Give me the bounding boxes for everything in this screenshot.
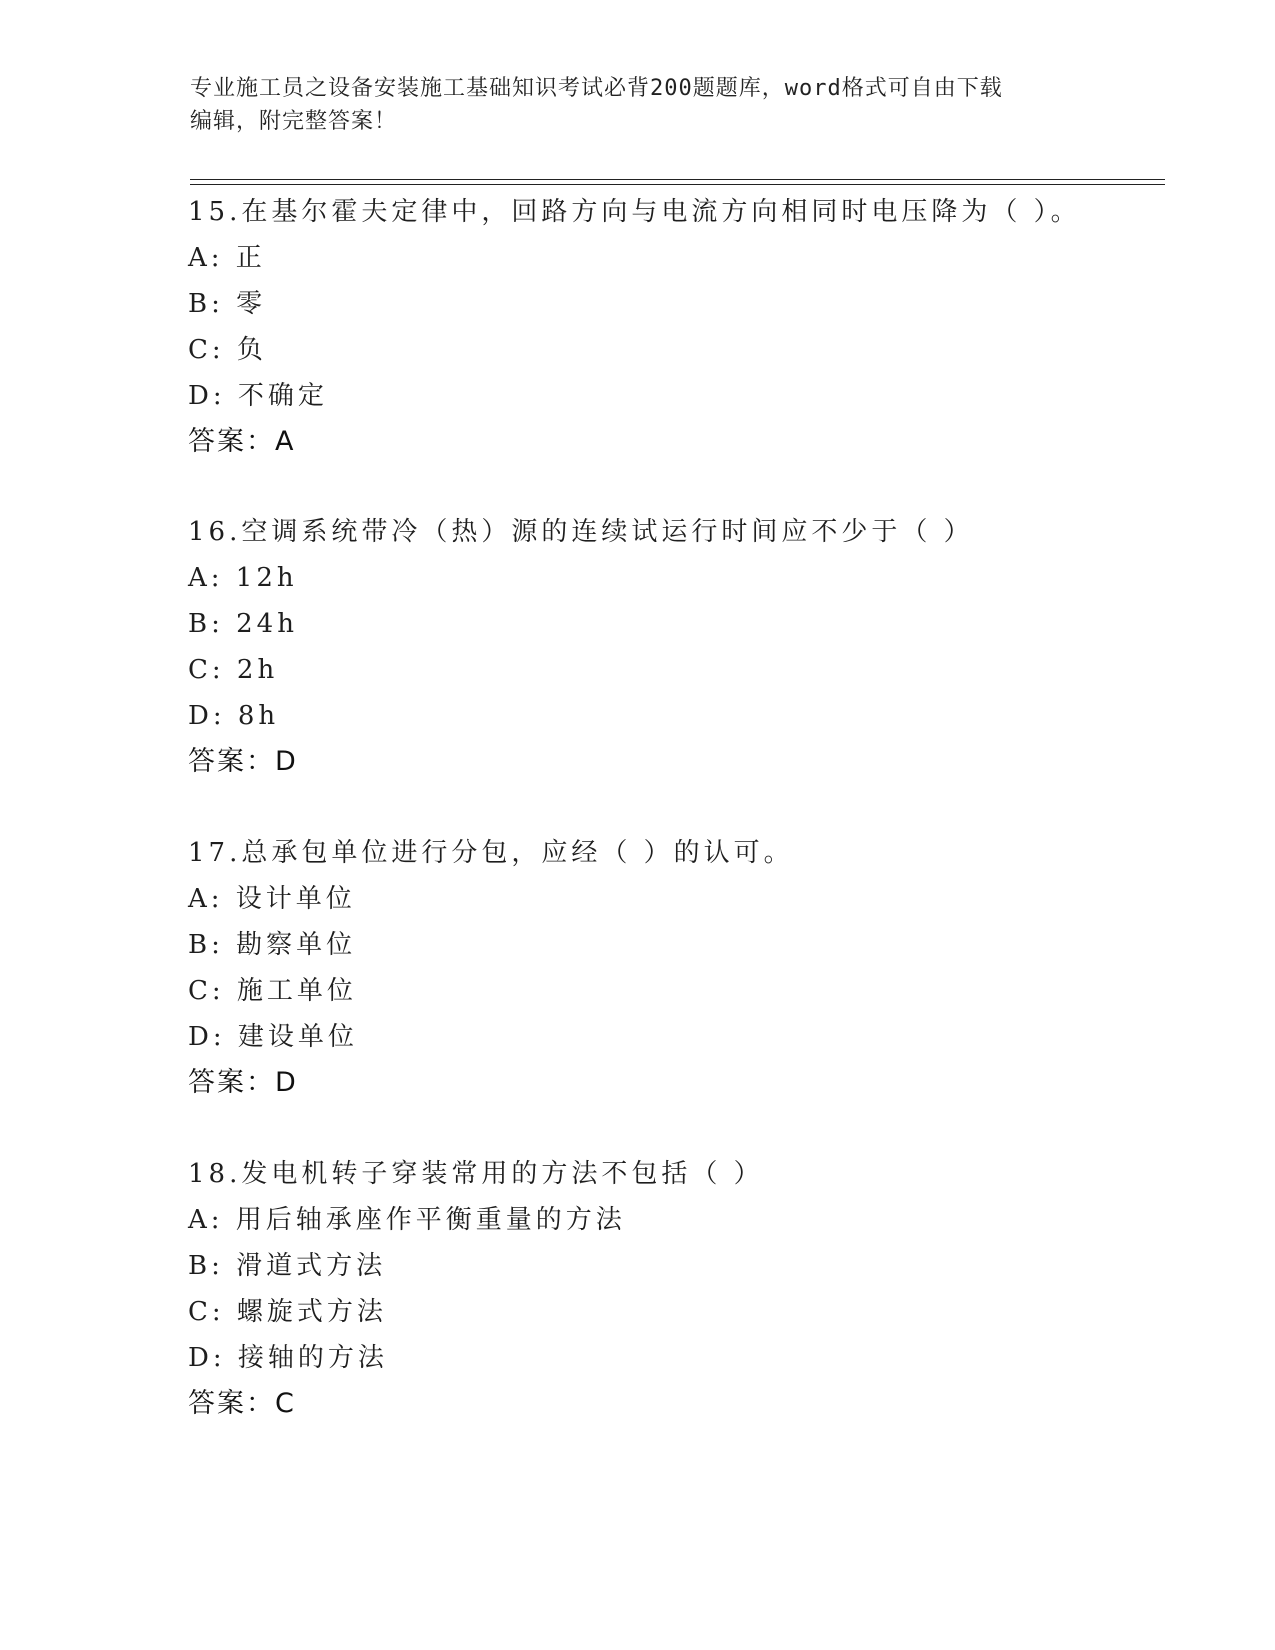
option-b: B: 勘察单位 [188, 930, 357, 960]
question-15 [188, 189, 1168, 465]
option-d: D: 建设单位 [188, 1022, 358, 1052]
option-b: B: 24h [188, 609, 298, 639]
option-c: C: 负 [188, 335, 267, 365]
option-b: B: 滑道式方法 [188, 1251, 387, 1281]
option-d: D: 不确定 [188, 381, 328, 411]
option-a: A: 12h [188, 563, 298, 593]
header-line-2: 编辑，附完整答案！ [190, 109, 398, 134]
answer: 答案：C [188, 1388, 296, 1419]
answer: 答案：D [188, 746, 298, 777]
option-c: C: 2h [188, 655, 279, 685]
option-a: A: 设计单位 [188, 884, 356, 914]
header-divider-bottom [190, 184, 1165, 185]
option-d: D: 8h [188, 701, 280, 731]
question-17 [188, 830, 1168, 1106]
option-c: C: 螺旋式方法 [188, 1297, 387, 1327]
option-a: A: 用后轴承座作平衡重量的方法 [188, 1205, 626, 1235]
question-18 [188, 1151, 1168, 1427]
question-stem: 16.空调系统带冷（热）源的连续试运行时间应不少于（ ） [188, 517, 974, 547]
answer: 答案：A [188, 426, 296, 457]
header-divider-top [190, 179, 1165, 180]
answer: 答案：D [188, 1067, 298, 1098]
question-stem: 17.总承包单位进行分包，应经（ ）的认可。 [188, 838, 794, 868]
document-header [190, 72, 1090, 138]
option-b: B: 零 [188, 289, 267, 319]
option-d: D: 接轴的方法 [188, 1343, 388, 1373]
question-stem: 15.在基尔霍夫定律中，回路方向与电流方向相同时电压降为（ ）。 [188, 197, 1081, 227]
option-c: C: 施工单位 [188, 976, 357, 1006]
header-line-1: 专业施工员之设备安装施工基础知识考试必背200题题库，word格式可自由下载 [190, 76, 1003, 101]
option-a: A: 正 [188, 243, 266, 273]
question-16 [188, 509, 1168, 785]
question-stem: 18.发电机转子穿装常用的方法不包括（ ） [188, 1159, 764, 1189]
